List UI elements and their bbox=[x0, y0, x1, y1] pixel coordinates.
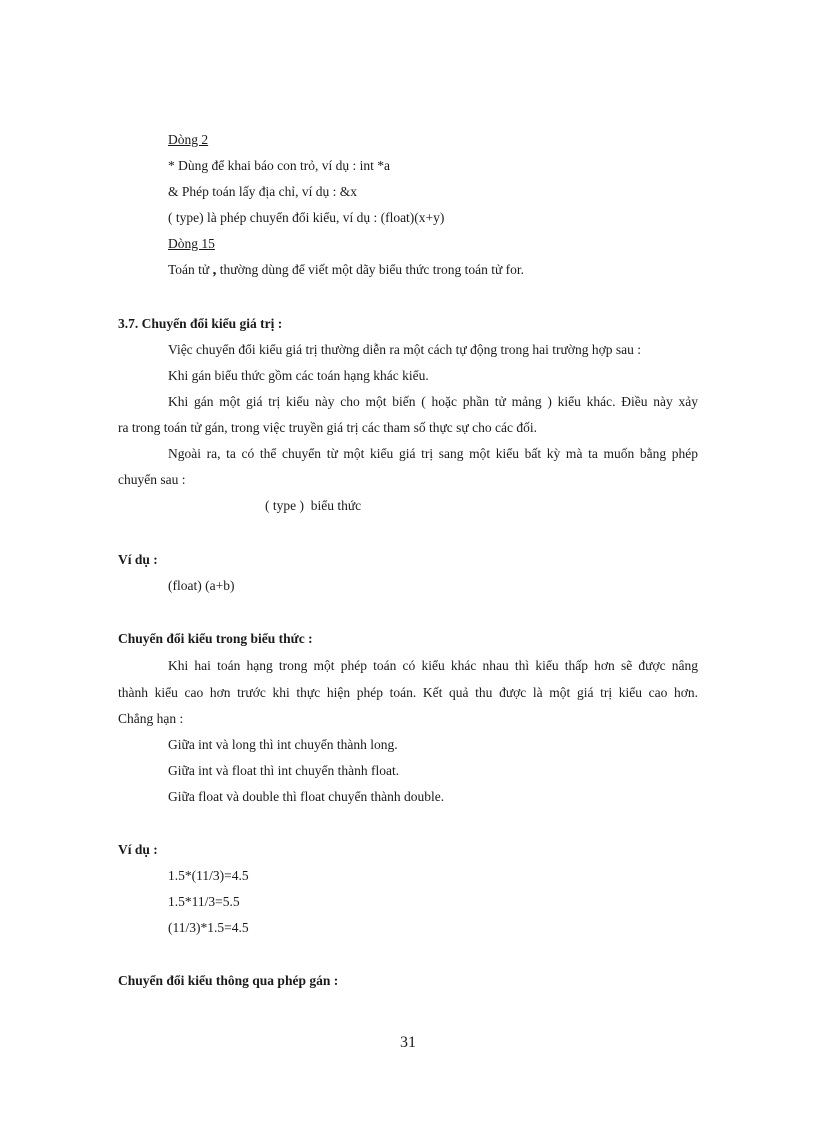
example-2-line-2: 1.5*11/3=5.5 bbox=[168, 894, 240, 909]
assignment-conversion-heading: Chuyển đổi kiểu thông qua phép gán : bbox=[118, 973, 339, 988]
heading-dong-2: Dòng 2 bbox=[168, 132, 209, 147]
rule-int-long: Giữa int và long thì int chuyển thành long. bbox=[168, 737, 398, 752]
expression-conversion-heading: Chuyển đổi kiểu trong biểu thức : bbox=[118, 631, 313, 646]
comma-line-before: Toán tử bbox=[168, 262, 210, 277]
heading-dong-15: Dòng 15 bbox=[168, 236, 215, 251]
rule-int-float: Giữa int và float thì int chuyển thành float. bbox=[168, 763, 400, 778]
section-3-7-heading: 3.7. Chuyển đổi kiểu giá trị : bbox=[118, 316, 283, 331]
example-1-code: (float) (a+b) bbox=[168, 578, 235, 593]
section-3-7-paragraph-2: Khi gán biểu thức gồm các toán hạng khác kiểu. bbox=[168, 368, 429, 383]
expression-conversion-line-1: Khi hai toán hạng trong một phép toán có kiểu khác nhau thì kiểu thấp hơn sẽ được nâng bbox=[168, 658, 698, 673]
rule-float-double: Giữa float và double thì float chuyển thành double. bbox=[168, 789, 445, 804]
section-3-7-paragraph-4-line-1: Ngoài ra, ta có thể chuyển từ một kiểu giá trị sang một kiểu bất kỳ mà ta muốn bằng phép bbox=[168, 446, 698, 461]
comma-line-after: thường dùng để viết một dãy biểu thức trong toán tử for. bbox=[219, 262, 525, 277]
section-3-7-paragraph-3-line-2: ra trong toán tử gán, trong việc truyền giá trị các tham số thực sự cho các đối. bbox=[118, 420, 537, 435]
comma-symbol: , bbox=[212, 262, 217, 278]
comma-operator-line bbox=[168, 262, 524, 278]
example-2-line-1: 1.5*(11/3)=4.5 bbox=[168, 868, 249, 883]
section-3-7-paragraph-1: Việc chuyển đổi kiểu giá trị thường diễn ra một cách tự động trong hai trường hợp sau : bbox=[168, 342, 641, 357]
cast-syntax: ( type ) biểu thức bbox=[265, 498, 362, 513]
example-2-line-3: (11/3)*1.5=4.5 bbox=[168, 920, 249, 935]
page-number: 31 bbox=[400, 1034, 416, 1051]
expression-conversion-line-3: Chẳng hạn : bbox=[118, 711, 184, 726]
cast-operator-line: ( type) là phép chuyển đổi kiểu, ví dụ : (float)(x+y) bbox=[168, 210, 445, 225]
section-3-7-paragraph-3-line-1: Khi gán một giá trị kiểu này cho một biến ( hoặc phần tử mảng ) kiểu khác. Điều này xảy bbox=[168, 394, 698, 409]
expression-conversion-line-2: thành kiểu cao hơn trước khi thực hiện phép toán. Kết quả thu được là một giá trị kiểu cao hơn. bbox=[118, 685, 698, 700]
pointer-declaration-line: * Dùng để khai báo con trỏ, ví dụ : int *a bbox=[168, 158, 390, 173]
section-3-7-paragraph-4-line-2: chuyển sau : bbox=[118, 472, 186, 487]
address-operator-line: & Phép toán lấy địa chỉ, ví dụ : &x bbox=[168, 184, 357, 199]
example-1-heading: Ví dụ : bbox=[118, 552, 158, 567]
example-2-heading: Ví dụ : bbox=[118, 842, 158, 857]
